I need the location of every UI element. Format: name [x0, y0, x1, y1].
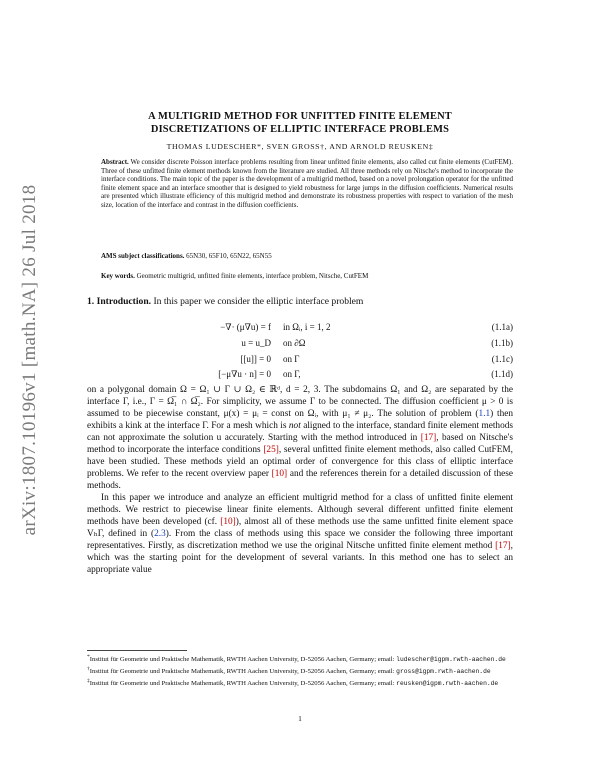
- equation-lhs: [[u]] = 0: [240, 354, 271, 364]
- keywords-text: Geometric multigrid, unfitted finite elements, interface problem, Nitsche, CutFEM: [134, 272, 369, 280]
- section-lead: In this paper we consider the elliptic interface problem: [151, 296, 364, 307]
- author-list: THOMAS LUDESCHER*, SVEN GROSS†, AND ARNOLD REUSKEN‡: [166, 142, 434, 151]
- equation-domain: on Γ: [283, 354, 300, 364]
- equation-row: [87, 338, 513, 352]
- footnote: [87, 677, 513, 689]
- equation-reference-link[interactable]: 2.3: [154, 529, 166, 539]
- equation-domain: on ∂Ω: [283, 338, 306, 348]
- section-number: 1.: [87, 296, 95, 307]
- body-text: [87, 384, 513, 576]
- ams-codes: 65N30, 65F10, 65N22, 65N55: [184, 252, 272, 260]
- title-line-1: A MULTIGRID METHOD FOR UNFITTED FINITE ELEMENT: [148, 111, 452, 122]
- text-run: , several unfitted finite element methods, also called CutFEM, have been studied. These methods yield an optimal order of convergence for this class of elliptic interface problems. We refer to the recent overview paper: [87, 445, 514, 479]
- arxiv-stamp: [14, 150, 46, 570]
- section-heading: [87, 296, 513, 307]
- abstract-label: Abstract.: [101, 158, 129, 166]
- equation-domain: on Γ,: [283, 369, 301, 379]
- abstract: [87, 158, 513, 210]
- footnote-text: Institut für Geometrie und Praktische Mathematik, RWTH Aachen University, D-52056 Aachen, Germany; email:: [89, 668, 397, 676]
- text-run: on a polygonal domain Ω = Ω₁ ∪ Γ ∪ Ω₂ ∈ ℝᵈ, d = 2, 3. The subdomains Ω₁ and Ω₂ are separated by the interface Γ, i.e., Γ = Ω̅₁ ∩ Ω̅₂. For simplicity, we assume Γ to be connected. The diffusion coefficient μ > 0 is assumed to be piecewise constant, μ(x) = μᵢ = const on Ωᵢ, with μ₁ ≠ μ₂. The solution of problem (: [87, 385, 513, 419]
- footnote-text: Institut für Geometrie und Praktische Mathematik, RWTH Aachen University, D-52056 Aachen, Germany; email:: [89, 680, 397, 688]
- paragraph: [87, 492, 513, 576]
- email-link[interactable]: reusken@igpm.rwth-aachen.de: [396, 680, 499, 688]
- email-link[interactable]: ludescher@igpm.rwth-aachen.de: [396, 656, 506, 664]
- equation-reference-link[interactable]: 1.1: [478, 409, 491, 419]
- email-link[interactable]: gross@igpm.rwth-aachen.de: [396, 668, 491, 676]
- text-run: In this paper we introduce and analyze an efficient multigrid method for a class of unfitted finite element methods. We restrict to piecewise linear finite elements. Although several different unfitted finite element methods have been developed (cf.: [87, 493, 513, 527]
- footnote-text: Institut für Geometrie und Praktische Mathematik, RWTH Aachen University, D-52056 Aachen, Germany; email:: [89, 656, 397, 664]
- equation-row: [87, 369, 513, 383]
- paragraph: [87, 384, 513, 492]
- equation-lhs: −∇· (μ∇u) = f: [220, 322, 271, 332]
- equation-number: (1.1b): [491, 338, 513, 348]
- text-run: and the references therein for a detailed discussion of these methods.: [87, 469, 513, 491]
- ams-label: AMS subject classifications.: [101, 252, 185, 260]
- citation-link[interactable]: [17]: [495, 541, 511, 551]
- text-run: ), almost all of these methods use the same unfitted finite element space VₕΓ, defined in (: [87, 517, 513, 539]
- footnotes: [87, 653, 513, 689]
- keywords: [101, 272, 368, 280]
- text-run: aligned to the interface, standard finite element methods can not approximate the solution u accurately. Starting with the method introduced in: [87, 421, 513, 443]
- footnote-mark: *: [87, 654, 90, 660]
- equation-lhs: [−μ∇u · n] = 0: [218, 369, 271, 379]
- title-line-2: DISCRETIZATIONS OF ELLIPTIC INTERFACE PROBLEMS: [150, 124, 450, 135]
- footnote-rule: [87, 650, 187, 651]
- ams-classifications: [101, 252, 272, 260]
- equation-number: (1.1a): [491, 322, 513, 332]
- equation-row: [87, 322, 513, 336]
- footnote: [87, 665, 513, 677]
- equation-number: (1.1d): [491, 369, 513, 379]
- footnote-mark: †: [87, 665, 90, 672]
- equation-number: (1.1c): [491, 354, 513, 364]
- citation-link[interactable]: [10]: [271, 469, 288, 479]
- section-title: Introduction.: [96, 296, 152, 307]
- keywords-label: Key words.: [101, 272, 135, 280]
- text-run: , which was the starting point for the development of several variants. In this method one has to select an appropriate value: [87, 541, 513, 575]
- emphasis: not: [288, 421, 301, 431]
- text-run: ). From the class of methods using this space we consider the following three important representatives. Firstly, as discretization method we use the original Nitsche unfitted finite element method: [87, 529, 513, 551]
- citation-link[interactable]: [17]: [420, 433, 437, 443]
- paper-title: [87, 110, 513, 136]
- equation-lhs: u = u_D: [241, 338, 271, 348]
- footnote: [87, 653, 513, 665]
- citation-link[interactable]: [10]: [220, 517, 236, 527]
- citation-link[interactable]: [25]: [263, 445, 279, 455]
- equation-row: [87, 354, 513, 368]
- footnote-mark: ‡: [87, 677, 90, 684]
- equation-domain: in Ωᵢ, i = 1, 2: [283, 322, 331, 332]
- text-run: , based on Nitsche's method to incorporate the interface conditions: [87, 433, 513, 455]
- arxiv-stamp-text: arXiv:1807.10196v1 [math.NA] 26 Jul 2018: [19, 184, 40, 536]
- abstract-text: We consider discrete Poisson interface problems resulting from linear unfitted finite elements, also called cut finite elements (CutFEM). Three of these unfitted finite element methods known from the literature are studied. All three methods rely on Nitsche's method to incorporate the interface conditions. The main topic of the paper is the development of a multigrid method, based on a novel prolongation operator for the unfitted finite element space and an interface smoother that is designed to yield robustness for large jumps in the diffusion coefficients. Numerical results are presented which illustrate efficiency of this multigrid method and demonstrate its robustness properties with respect to variation of the mesh size, location of the interface and contrast in the diffusion coefficients.: [101, 158, 513, 209]
- page-number: 1: [298, 714, 302, 723]
- text-run: ) then exhibits a kink at the interface Γ. For a mesh which is: [87, 409, 513, 431]
